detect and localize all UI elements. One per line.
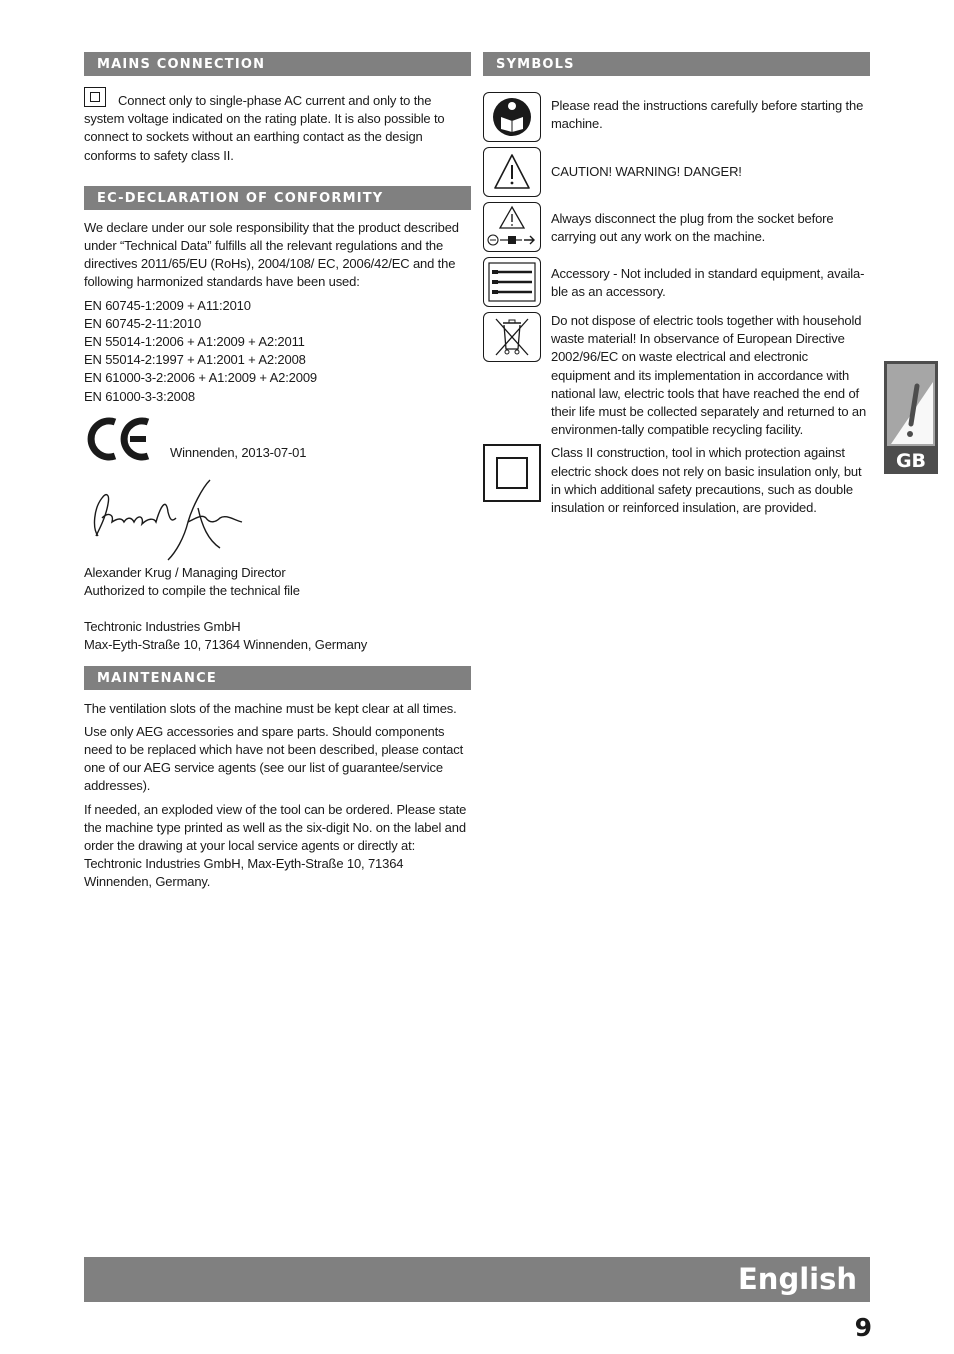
crossed-bin-icon [483,312,541,362]
symbol-text: Class II construction, tool in which protection against electric shock does not rely on basic insulation only, but in which additional safety precautions, such as double insulation or reinforced insulation, are provided. [551,445,862,516]
signer-block [84,564,471,600]
footer-language: English [737,1262,857,1296]
ce-row [84,416,471,472]
footer-bar [84,1257,870,1302]
page-number: 9 [854,1313,872,1342]
maintenance-paragraph: The ventilation slots of the machine must be kept clear at all times. [84,700,457,716]
symbol-row [483,76,870,142]
maintenance-paragraph: Use only AEG accessories and spare parts. Should components need to be replaced which have not been described, please contact one of our AEG service agents (see our list of guarantee/service addresses). [84,723,464,794]
language-side-tab [884,361,938,474]
side-tab-label: GB [895,450,927,472]
place-date: Winnenden, 2013-07-01 [170,444,307,460]
signer-role: Authorized to compile the technical file [84,583,300,599]
symbol-row [483,257,870,307]
symbols-heading: SYMBOLS [483,52,870,76]
maintenance-heading: MAINTENANCE [84,666,471,690]
standard-item: EN 60745-1:2009 + A11:2010 [84,297,251,313]
unplug-warning-icon [483,202,541,252]
signature-icon [84,478,254,562]
standard-item: EN 60745-2-11:2010 [84,315,202,331]
standards-list [84,297,471,406]
standard-item: EN 61000-3-2:2006 + A1:2009 + A2:2009 [84,370,317,386]
mains-connection-heading: MAINS CONNECTION [84,52,471,76]
symbol-text: Always disconnect the plug from the socket before carrying out any work on the machine. [551,211,834,245]
read-manual-icon [483,92,541,142]
right-column [483,52,870,522]
standard-item: EN 61000-3-3:2008 [84,388,195,404]
side-warning-icon [887,364,935,446]
company-address: Max-Eyth-Straße 10, 71364 Winnenden, Germany [84,637,368,653]
signer-name: Alexander Krug / Managing Director [84,564,286,580]
warning-triangle-icon [483,147,541,197]
standard-item: EN 55014-1:2006 + A1:2009 + A2:2011 [84,334,305,350]
left-column [84,52,471,897]
standard-item: EN 55014-2:1997 + A1:2001 + A2:2008 [84,352,306,368]
ce-mark-icon [86,416,152,462]
symbol-text: Please read the instructions carefully before starting the machine. [551,98,864,132]
symbol-row [483,147,870,197]
symbol-row [483,444,870,517]
class-ii-small-icon [84,87,106,107]
company-block [84,618,471,654]
ec-declaration-heading: EC-DECLARATION OF CONFORMITY [84,186,471,210]
symbol-text: Accessory - Not included in standard equipment, availa-ble as an accessory. [551,266,865,300]
class-ii-icon [483,444,541,502]
ec-declaration-text: We declare under our sole responsibility that the product described under “Technical Data” fulfills all the relevant regulations and the directives 2011/65/EU (RoHs), 2004/108/ EC, 2006/42/EC and the following harmonized standards have been used: [84,219,459,290]
maintenance-paragraph: If needed, an exploded view of the tool can be ordered. Please state the machine type printed as well as the six-digit No. on the label and order the drawing at your local service agents or directly at: Techtronic Industries GmbH, Max-Eyth-Straße 10, 71364 Winnenden, Germany. [84,801,467,890]
symbol-row [483,312,870,439]
mains-connection-text: Connect only to single-phase AC current and only to the system voltage indicated on the rating plate. It is also possible to connect to sockets without an earthing contact as the design conforms to safety class II. [84,87,471,165]
symbol-row [483,202,870,252]
accessory-icon [483,257,541,307]
symbol-text: Do not dispose of electric tools together with household waste material! In observance of European Directive 2002/96/EC on waste electrical and electronic equipment and its implementation in accordance with national law, electric tools that have reached the end of their life must be collected separately and returned to an environmen-tally compatible recycling facility. [551,313,867,438]
symbol-text: CAUTION! WARNING! DANGER! [551,164,742,179]
maintenance-body [84,700,471,892]
company-name: Techtronic Industries GmbH [84,619,241,635]
